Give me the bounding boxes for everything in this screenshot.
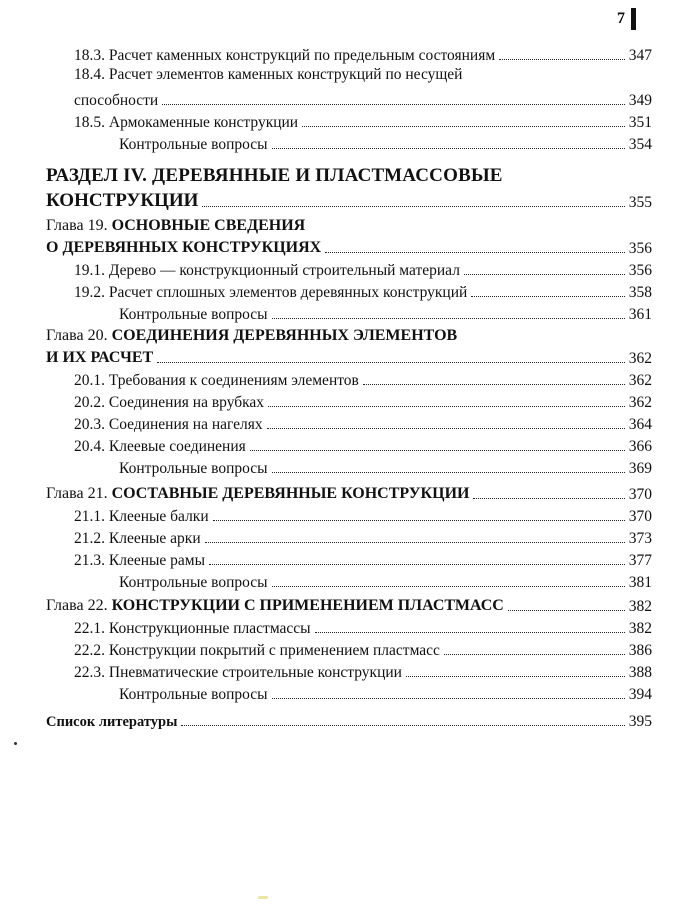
toc-entry[interactable]: Контрольные вопросы 354 bbox=[119, 135, 652, 153]
toc-entry[interactable]: 22.1. Конструкционные пластмассы 382 bbox=[74, 619, 652, 637]
page-ref: 356 bbox=[628, 261, 652, 279]
toc-entry[interactable]: 18.3. Расчет каменных конструкций по предельным состояниям 347 bbox=[74, 46, 652, 64]
toc-entry[interactable]: способности 349 bbox=[74, 91, 652, 109]
toc-entry[interactable]: 22.3. Пневматические строительные конструкции 388 bbox=[74, 663, 652, 681]
dot-leader bbox=[508, 610, 625, 611]
page-ref: 361 bbox=[628, 305, 652, 323]
page-ref: 395 bbox=[628, 712, 652, 730]
section-entry[interactable]: КОНСТРУКЦИИ 355 bbox=[46, 190, 652, 211]
page-ref: 366 bbox=[628, 437, 652, 455]
dot-leader bbox=[363, 384, 625, 385]
toc-entry[interactable]: 21.1. Клееные балки 370 bbox=[74, 507, 652, 525]
toc-entry[interactable]: 20.2. Соединения на врубках 362 bbox=[74, 393, 652, 411]
page-ref: 370 bbox=[628, 507, 652, 525]
toc-entry[interactable]: 22.2. Конструкции покрытий с применением пластмасс 386 bbox=[74, 641, 652, 659]
page-ref: 394 bbox=[628, 685, 652, 703]
page-ref: 347 bbox=[628, 46, 652, 64]
dot-leader bbox=[209, 564, 625, 565]
dot-leader bbox=[205, 542, 625, 543]
page-ref: 354 bbox=[628, 135, 652, 153]
page-ref: 382 bbox=[628, 597, 652, 615]
dot-leader bbox=[471, 296, 624, 297]
dot-leader bbox=[181, 725, 624, 726]
dot-leader bbox=[250, 450, 625, 451]
toc-entry[interactable]: Контрольные вопросы 361 bbox=[119, 305, 652, 323]
page-ref: 362 bbox=[628, 371, 652, 389]
page-marker-bar bbox=[631, 8, 636, 30]
page-ref: 386 bbox=[628, 641, 652, 659]
page-ref: 382 bbox=[628, 619, 652, 637]
dot-leader bbox=[473, 498, 624, 499]
chapter-entry[interactable]: Глава 21. СОСТАВНЫЕ ДЕРЕВЯННЫЕ КОНСТРУКЦИИ 370 bbox=[46, 485, 652, 503]
page-ref: 351 bbox=[628, 113, 652, 131]
dot-leader bbox=[272, 472, 625, 473]
dot-leader bbox=[272, 698, 625, 699]
toc-entry[interactable]: 20.4. Клеевые соединения 366 bbox=[74, 437, 652, 455]
toc-entry[interactable]: Контрольные вопросы 381 bbox=[119, 573, 652, 591]
dot-leader bbox=[272, 148, 625, 149]
toc-entry[interactable]: 20.1. Требования к соединениям элементов 362 bbox=[74, 371, 652, 389]
toc-entry[interactable]: 19.2. Расчет сплошных элементов деревянных конструкций 358 bbox=[74, 283, 652, 301]
page-number: 7 bbox=[617, 8, 636, 30]
chapter-heading-line1[interactable]: Глава 19. ОСНОВНЫЕ СВЕДЕНИЯ bbox=[46, 217, 306, 234]
dot-leader bbox=[272, 318, 625, 319]
page-ref: 370 bbox=[628, 485, 652, 503]
dot-leader bbox=[162, 104, 625, 105]
page-ref: 355 bbox=[628, 193, 652, 211]
page-ref: 373 bbox=[628, 529, 652, 547]
page-ref: 369 bbox=[628, 459, 652, 477]
chapter-entry[interactable]: О ДЕРЕВЯННЫХ КОНСТРУКЦИЯХ 356 bbox=[46, 239, 652, 257]
toc-entry[interactable]: Контрольные вопросы 369 bbox=[119, 459, 652, 477]
dot-leader bbox=[499, 59, 625, 60]
page-ref: 364 bbox=[628, 415, 652, 433]
scan-speck bbox=[14, 742, 17, 745]
dot-leader bbox=[268, 406, 625, 407]
dot-leader bbox=[213, 520, 625, 521]
page-ref: 381 bbox=[628, 573, 652, 591]
toc-entry[interactable]: 21.2. Клееные арки 373 bbox=[74, 529, 652, 547]
toc-entry-line1[interactable]: 18.4. Расчет элементов каменных конструкций по несущей bbox=[74, 66, 463, 83]
dot-leader bbox=[464, 274, 625, 275]
toc-entry[interactable]: Контрольные вопросы 394 bbox=[119, 685, 652, 703]
page-ref: 377 bbox=[628, 551, 652, 569]
dot-leader bbox=[272, 586, 625, 587]
scan-smudge bbox=[258, 896, 268, 899]
chapter-heading-line1[interactable]: Глава 20. СОЕДИНЕНИЯ ДЕРЕВЯННЫХ ЭЛЕМЕНТОВ bbox=[46, 327, 458, 344]
section-title[interactable]: РАЗДЕЛ IV. ДЕРЕВЯННЫЕ И ПЛАСТМАССОВЫЕ bbox=[46, 165, 503, 186]
page-ref: 349 bbox=[628, 91, 652, 109]
toc-entry[interactable]: 18.5. Армокаменные конструкции 351 bbox=[74, 113, 652, 131]
page-ref: 362 bbox=[628, 349, 652, 367]
page-ref: 388 bbox=[628, 663, 652, 681]
toc-entry[interactable]: 21.3. Клееные рамы 377 bbox=[74, 551, 652, 569]
dot-leader bbox=[315, 632, 625, 633]
dot-leader bbox=[202, 206, 624, 207]
dot-leader bbox=[302, 126, 625, 127]
dot-leader bbox=[157, 362, 625, 363]
dot-leader bbox=[267, 428, 625, 429]
chapter-entry[interactable]: Глава 22. КОНСТРУКЦИИ С ПРИМЕНЕНИЕМ ПЛАСТМАСС 382 bbox=[46, 597, 652, 615]
dot-leader bbox=[444, 654, 625, 655]
chapter-entry[interactable]: И ИХ РАСЧЕТ 362 bbox=[46, 349, 652, 367]
page-ref: 358 bbox=[628, 283, 652, 301]
dot-leader bbox=[406, 676, 625, 677]
dot-leader bbox=[325, 252, 625, 253]
toc-entry[interactable]: 20.3. Соединения на нагелях 364 bbox=[74, 415, 652, 433]
page-ref: 362 bbox=[628, 393, 652, 411]
page-ref: 356 bbox=[628, 239, 652, 257]
toc-entry[interactable]: 19.1. Дерево — конструкционный строительный материал 356 bbox=[74, 261, 652, 279]
bibliography-entry[interactable]: Список литературы 395 bbox=[46, 712, 652, 730]
